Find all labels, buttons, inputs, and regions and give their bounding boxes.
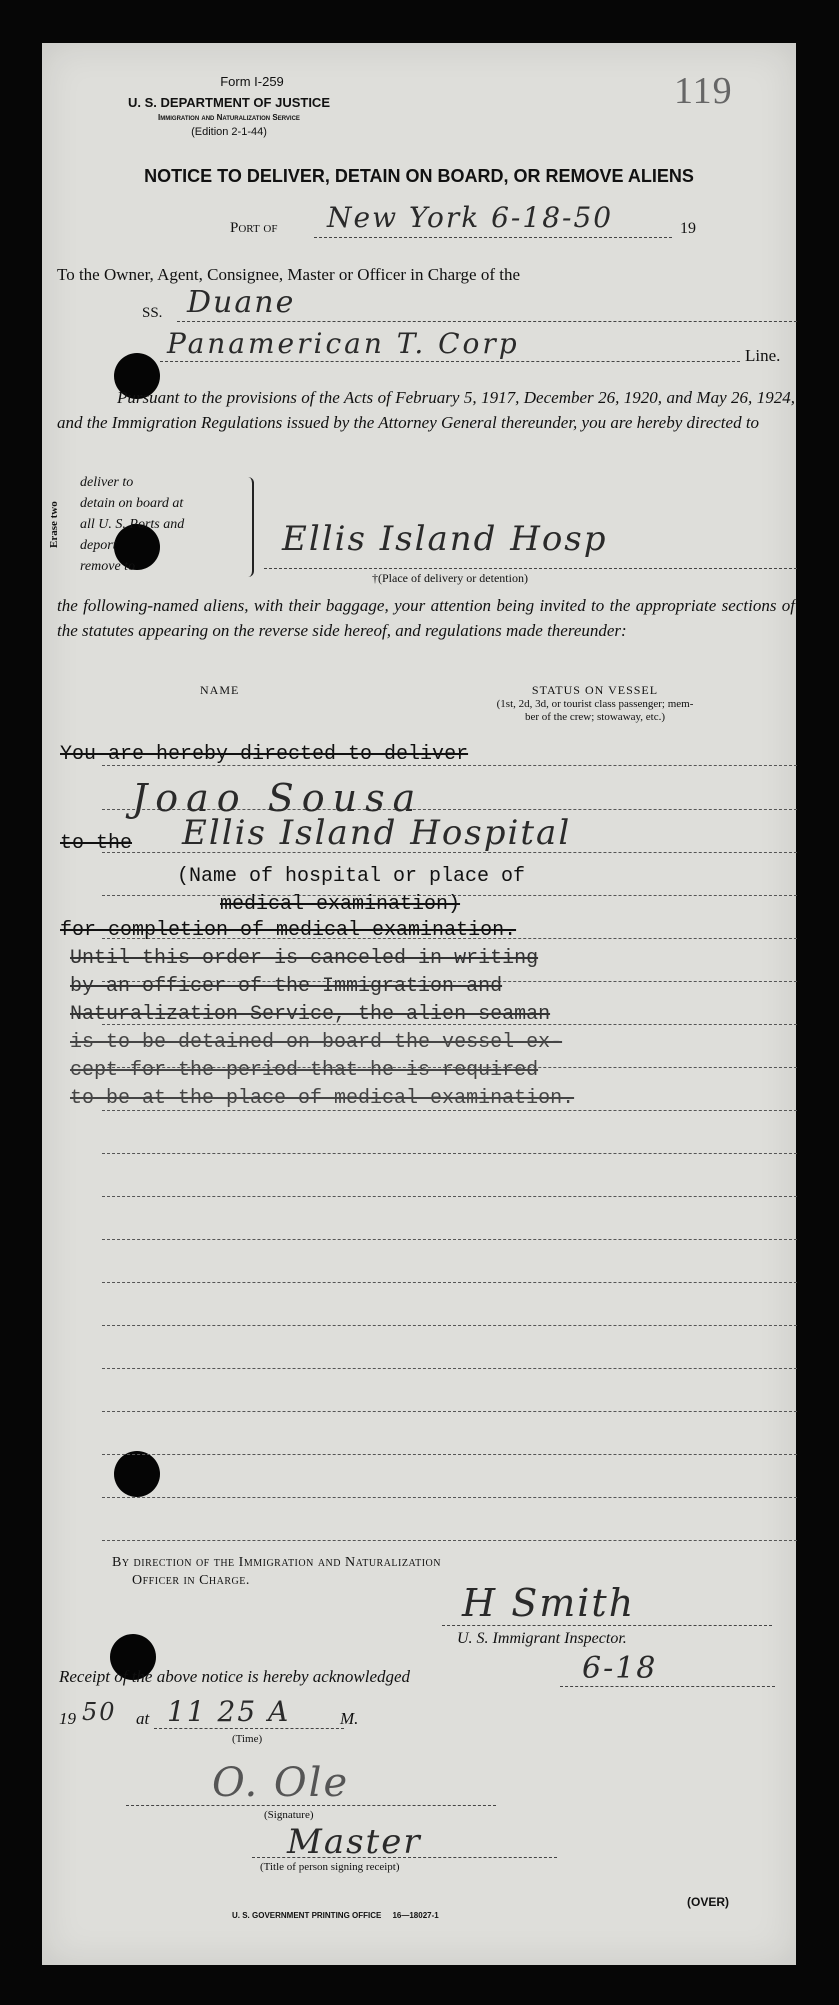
- typed-line-6: Naturalization Service, the alien seaman: [70, 1003, 551, 1026]
- ruled-line: [102, 1110, 797, 1111]
- ss-label: SS.: [142, 305, 163, 321]
- line-label: Line.: [745, 346, 781, 365]
- status-column-header: STATUS ON VESSEL: [531, 683, 659, 697]
- typed-caption-2: medical examination): [220, 893, 461, 916]
- inspector-caption: U. S. Immigrant Inspector.: [457, 1630, 627, 1647]
- direction-line-1: By direction of the Immigration and Naturalization: [112, 1555, 441, 1570]
- typed-line-8: cept for the period that he is required: [70, 1059, 539, 1082]
- typed-caption-1: (Name of hospital or place of: [177, 865, 526, 888]
- ruled-line: [102, 1540, 797, 1541]
- typed-to-the: to the: [60, 832, 133, 855]
- option-detain: detain on board at: [80, 496, 184, 511]
- option-deport: deport: [80, 538, 117, 553]
- typed-line-9: to be at the place of medical examination.: [70, 1087, 575, 1110]
- signature-caption: (Signature): [264, 1809, 314, 1821]
- status-column-sub1: (1st, 2d, 3d, or tourist class passenger; mem-: [496, 698, 694, 710]
- option-ports: all U. S. Ports and: [80, 517, 185, 532]
- title-caption: (Title of person signing receipt): [260, 1861, 400, 1873]
- ruled-line: [102, 1368, 797, 1369]
- receipt-m: M.: [340, 1709, 359, 1728]
- ruled-line: [102, 1454, 797, 1455]
- page-number: 119: [674, 70, 733, 112]
- ss-field-line: [177, 321, 797, 322]
- ruled-line: [102, 1411, 797, 1412]
- addressee-line: To the Owner, Agent, Consignee, Master or Officer in Charge of the: [57, 265, 520, 284]
- place-value: Ellis Island Hosp: [282, 519, 608, 559]
- receipt-time: 11 25 A: [167, 1695, 291, 1728]
- line-field-line: [160, 361, 740, 362]
- option-brace: [248, 477, 254, 577]
- alien-name: Joao Sousa: [132, 776, 424, 820]
- department-name: U. S. DEPARTMENT OF JUSTICE: [128, 95, 330, 110]
- ruled-line: [102, 1325, 797, 1326]
- ruled-line: [102, 1282, 797, 1283]
- place-field-line: [264, 568, 797, 569]
- direction-line-2: Officer in Charge.: [132, 1573, 250, 1588]
- port-label: Port of: [230, 220, 278, 236]
- form-title: NOTICE TO DELIVER, DETAIN ON BOARD, OR REMOVE ALIENS: [144, 166, 694, 186]
- place-caption: †(Place of delivery or detention): [372, 571, 528, 585]
- receipt-signature: O. Ole: [212, 1760, 350, 1806]
- ruled-line: [102, 1153, 797, 1154]
- receipt-title: Master: [287, 1822, 422, 1862]
- erase-note: Erase two: [48, 501, 60, 548]
- port-year-prefix: 19: [680, 220, 696, 237]
- receipt-date-line: [560, 1686, 775, 1687]
- ruled-line: [102, 1239, 797, 1240]
- form-page: [42, 43, 796, 1965]
- time-caption: (Time): [232, 1733, 263, 1745]
- port-field-line: [314, 237, 672, 238]
- hospital-name: Ellis Island Hospital: [182, 813, 572, 853]
- status-column-sub2: ber of the crew; stowaway, etc.): [524, 711, 666, 723]
- receipt-year-prefix: 19: [59, 1709, 76, 1728]
- receipt-date: 6-18: [582, 1651, 658, 1686]
- port-value: New York 6-18-50: [327, 201, 614, 234]
- receipt-time-line: [154, 1728, 344, 1729]
- over-note: (OVER): [687, 1895, 729, 1909]
- printing-office: U. S. GOVERNMENT PRINTING OFFICE 16—18027-1: [232, 1911, 439, 1920]
- option-remove: remove to: [80, 559, 136, 574]
- name-column-header: NAME: [200, 683, 240, 697]
- punch-hole: [114, 1451, 160, 1497]
- ruled-line: [102, 1196, 797, 1197]
- option-deliver: deliver to: [80, 475, 134, 490]
- receipt-year: 50: [82, 1698, 117, 1726]
- typed-line-3: for completion of medical examination.: [60, 919, 517, 942]
- ss-value: Duane: [187, 285, 296, 320]
- typed-line-1: You are hereby directed to deliver: [60, 743, 469, 766]
- edition: (Edition 2-1-44): [191, 126, 267, 138]
- following-paragraph: the following-named aliens, with their baggage, your attention being invited to the appropriate sections of the statutes appearing on the reverse side hereof, and regulations made thereunder:: [57, 596, 795, 640]
- ruled-line: [102, 1497, 797, 1498]
- typed-line-7: is to be detained on board the vessel ex-: [70, 1031, 563, 1054]
- typed-line-4: Until this order is canceled in writing: [70, 947, 539, 970]
- line-value: Panamerican T. Corp: [167, 327, 520, 360]
- inspector-signature-line: [442, 1625, 772, 1626]
- receipt-at: at: [136, 1709, 150, 1728]
- receipt-text: Receipt of the above notice is hereby acknowledged: [59, 1667, 411, 1686]
- service-name: Immigration and Naturalization Service: [158, 113, 300, 122]
- form-number: Form I-259: [220, 74, 284, 89]
- typed-line-5: by an officer of the Immigration and: [70, 975, 503, 998]
- inspector-signature: H Smith: [462, 1581, 636, 1625]
- pursuant-paragraph: Pursuant to the provisions of the Acts of February 5, 1917, December 26, 1920, and May 26, 1924, and the Immigration Regulations issued by the Attorney General thereunder, you are hereby directed to: [57, 388, 795, 432]
